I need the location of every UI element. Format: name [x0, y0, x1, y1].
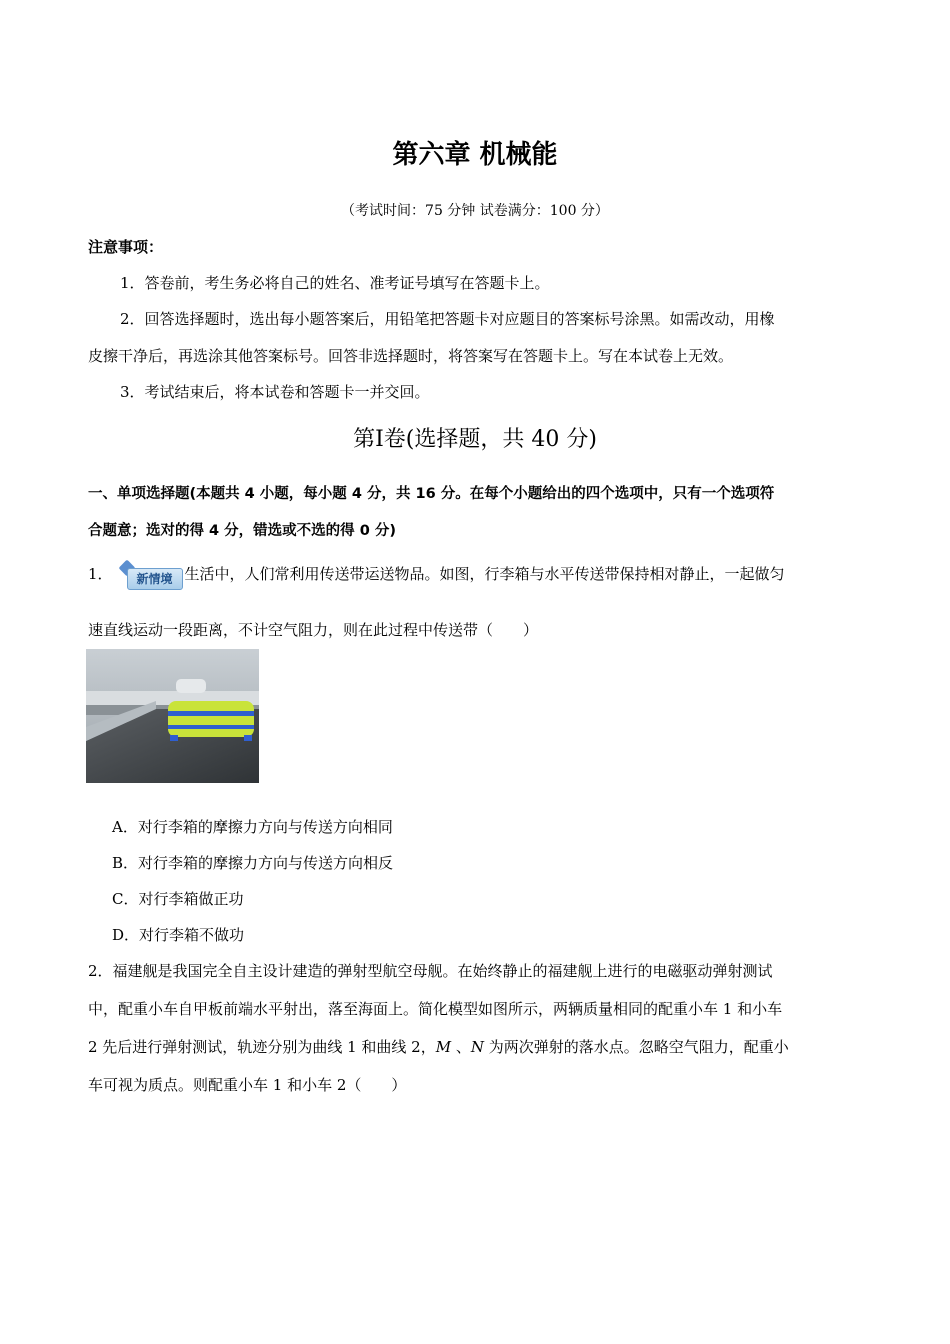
notice-item-2-line-2: 皮擦干净后，再选涂其他答案标号。回答非选择题时，将答案写在答题卡上。写在本试卷上无效。	[88, 347, 734, 365]
point-n: N	[470, 1038, 484, 1056]
question-1-text: 生活中，人们常利用传送带运送物品。如图，行李箱与水平传送带保持相对静止，一起做匀	[184, 565, 785, 583]
page-title: 第六章 机械能	[392, 140, 558, 170]
question-1-option-d: D．对行李箱不做功	[112, 926, 245, 944]
question-1-number: 1．	[88, 565, 113, 583]
notice-item-2-line-1: 2．回答选择题时，选出每小题答案后，用铅笔把答题卡对应题目的答案标号涂黑。如需改动，用橡	[120, 310, 775, 328]
part1-instructions-line-1: 一、单项选择题(本题共 4 小题，每小题 4 分，共 16 分。在每个小题给出的四个选项中，只有一个选项符	[88, 486, 775, 502]
question-1-line-2: 速直线运动一段距离，不计空气阻力，则在此过程中传送带（ ）	[88, 621, 539, 639]
separator: 、	[451, 1038, 471, 1056]
badge-label: 新情境	[127, 568, 183, 590]
question-1-option-c: C．对行李箱做正功	[112, 890, 244, 908]
exam-info: （考试时间：75 分钟 试卷满分：100 分）	[341, 203, 609, 219]
question-1-line-1	[88, 562, 785, 588]
question-2-line-3-start: 2 先后进行弹射测试，轨迹分别为曲线 1 和曲线 2，	[88, 1038, 436, 1056]
notice-heading: 注意事项：	[88, 238, 164, 256]
question-2-line-3	[88, 1036, 789, 1057]
luggage-conveyor-photo	[86, 649, 259, 783]
question-1-option-b: B．对行李箱的摩擦力方向与传送方向相反	[112, 854, 394, 872]
question-2-line-4: 车可视为质点。则配重小车 1 和小车 2（ ）	[88, 1076, 407, 1094]
point-m: M	[435, 1038, 452, 1056]
part1-instructions-line-2: 合题意；选对的得 4 分，错选或不选的得 0 分)	[88, 523, 396, 539]
section-title: 第Ⅰ卷(选择题，共 40 分)	[353, 427, 597, 452]
new-context-badge	[121, 562, 183, 588]
question-2-line-1: 2．福建舰是我国完全自主设计建造的弹射型航空母舰。在始终静止的福建舰上进行的电磁驱动弹射测试	[88, 962, 773, 980]
question-2-line-3-end: 为两次弹射的落水点。忽略空气阻力，配重小	[483, 1038, 789, 1056]
notice-item-1: 1．答卷前，考生务必将自己的姓名、准考证号填写在答题卡上。	[120, 274, 550, 292]
question-1-option-a: A．对行李箱的摩擦力方向与传送方向相同	[112, 818, 393, 836]
notice-item-3: 3．考试结束后，将本试卷和答题卡一并交回。	[120, 383, 430, 401]
question-2-line-2: 中，配重小车自甲板前端水平射出，落至海面上。简化模型如图所示，两辆质量相同的配重小车 1 和小车	[88, 1000, 783, 1018]
